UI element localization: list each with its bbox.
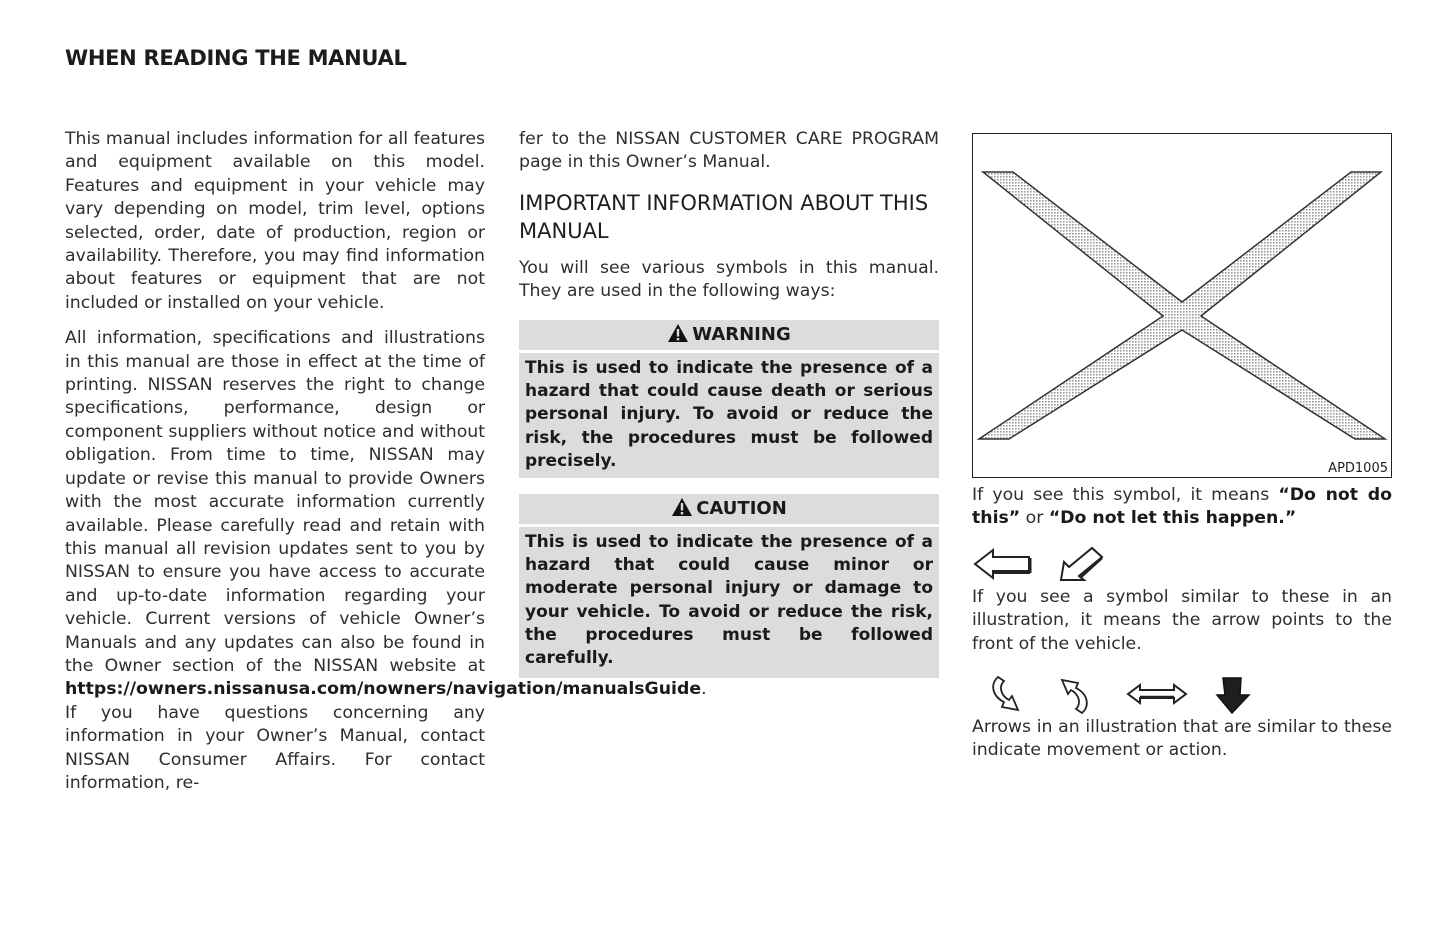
- page-header: WHEN READING THE MANUAL: [65, 46, 407, 70]
- warning-triangle-icon: [667, 323, 689, 343]
- curved-arrow-up-icon: [1062, 680, 1087, 713]
- info-paragraph: [65, 327, 707, 795]
- double-arrow-icon: [1126, 682, 1188, 706]
- do-not-x-icon: [973, 134, 1391, 477]
- x-caption-bold-1: “Do not do this”: [972, 485, 1392, 529]
- symbols-intro: You will see various symbols in this manual. They are used in the following ways:: [519, 257, 939, 302]
- x-caption-bold-2: “Do not let this happen.”: [1048, 508, 1297, 529]
- caution-header: [519, 494, 939, 527]
- warning-body: This is used to indicate the presence of a hazard that could cause death or serious personal injury. To avoid or reduce the risk, the procedures must be followed precisely.: [525, 358, 933, 471]
- column-2: [519, 128, 939, 304]
- x-symbol-caption: [972, 484, 1392, 531]
- curved-arrow-down-icon: [988, 674, 1022, 716]
- warning-header: [519, 320, 939, 353]
- caution-body: This is used to indicate the presence of a hazard that could cause minor or moderate personal injury or damage to your vehicle. To avoid or reduce the risk, the procedures must be followed carefully.: [525, 532, 933, 669]
- continuation-paragraph: fer to the NISSAN CUSTOMER CARE PROGRAM page in this Owner’s Manual.: [519, 129, 939, 173]
- warning-box: [519, 320, 939, 478]
- movement-arrow-caption: Arrows in an illustration that are similar to these indicate movement or action.: [972, 717, 1392, 761]
- section-heading: IMPORTANT INFORMATION ABOUT THIS MANUAL: [519, 190, 929, 243]
- thick-arrow-down-icon: [1213, 675, 1253, 715]
- warning-label: WARNING: [692, 324, 791, 345]
- caution-box: [519, 494, 939, 678]
- front-arrow-caption: If you see a symbol similar to these in an illustration, it means the arrow points to the front of the vehicle.: [972, 587, 1392, 654]
- figure-label: APD1005: [1328, 461, 1388, 476]
- x-caption-text: If you see this symbol, it means: [972, 485, 1279, 505]
- front-arrow-diagonal-icon: [1058, 545, 1106, 583]
- caution-label: CAUTION: [696, 498, 787, 519]
- info-paragraph-text-end: . If you have questions concerning any information in your Owner’s Manual, contact NISSAN Consumer Affairs. For contact information, re-: [65, 679, 707, 793]
- do-not-figure: [972, 133, 1392, 478]
- intro-paragraph: This manual includes information for all features and equipment available on this model. Features and equipment in your vehicle may vary depending on model, trim level, options selected, order, date of production, region or availability. Therefore, you may find information about features or equipment that are not included or installed on your vehicle.: [65, 129, 485, 313]
- info-paragraph-text: All information, specifications and illustrations in this manual are those in effect at the time of printing. NISSAN reserves the right to change specifications, performance, design or component suppliers without notice and without obligation. From time to time, NISSAN may update or revise this manual to provide Owners with the most accurate information currently available. Please carefully read and retain with this manual all revision updates sent to you by NISSAN to ensure you have access to accurate and up-to-date information regarding your vehicle. Current versions of vehicle Owner’s Manuals and any updates can also be found in the Owner section of the NISSAN website at: [65, 328, 485, 676]
- manuals-guide-link[interactable]: https://owners.nissanusa.com/nowners/navigation/manualsGuide: [65, 679, 702, 700]
- front-arrow-left-icon: [973, 547, 1033, 581]
- x-caption-or: or: [1020, 508, 1049, 529]
- warning-triangle-icon: [671, 497, 693, 517]
- column-1: [65, 128, 707, 795]
